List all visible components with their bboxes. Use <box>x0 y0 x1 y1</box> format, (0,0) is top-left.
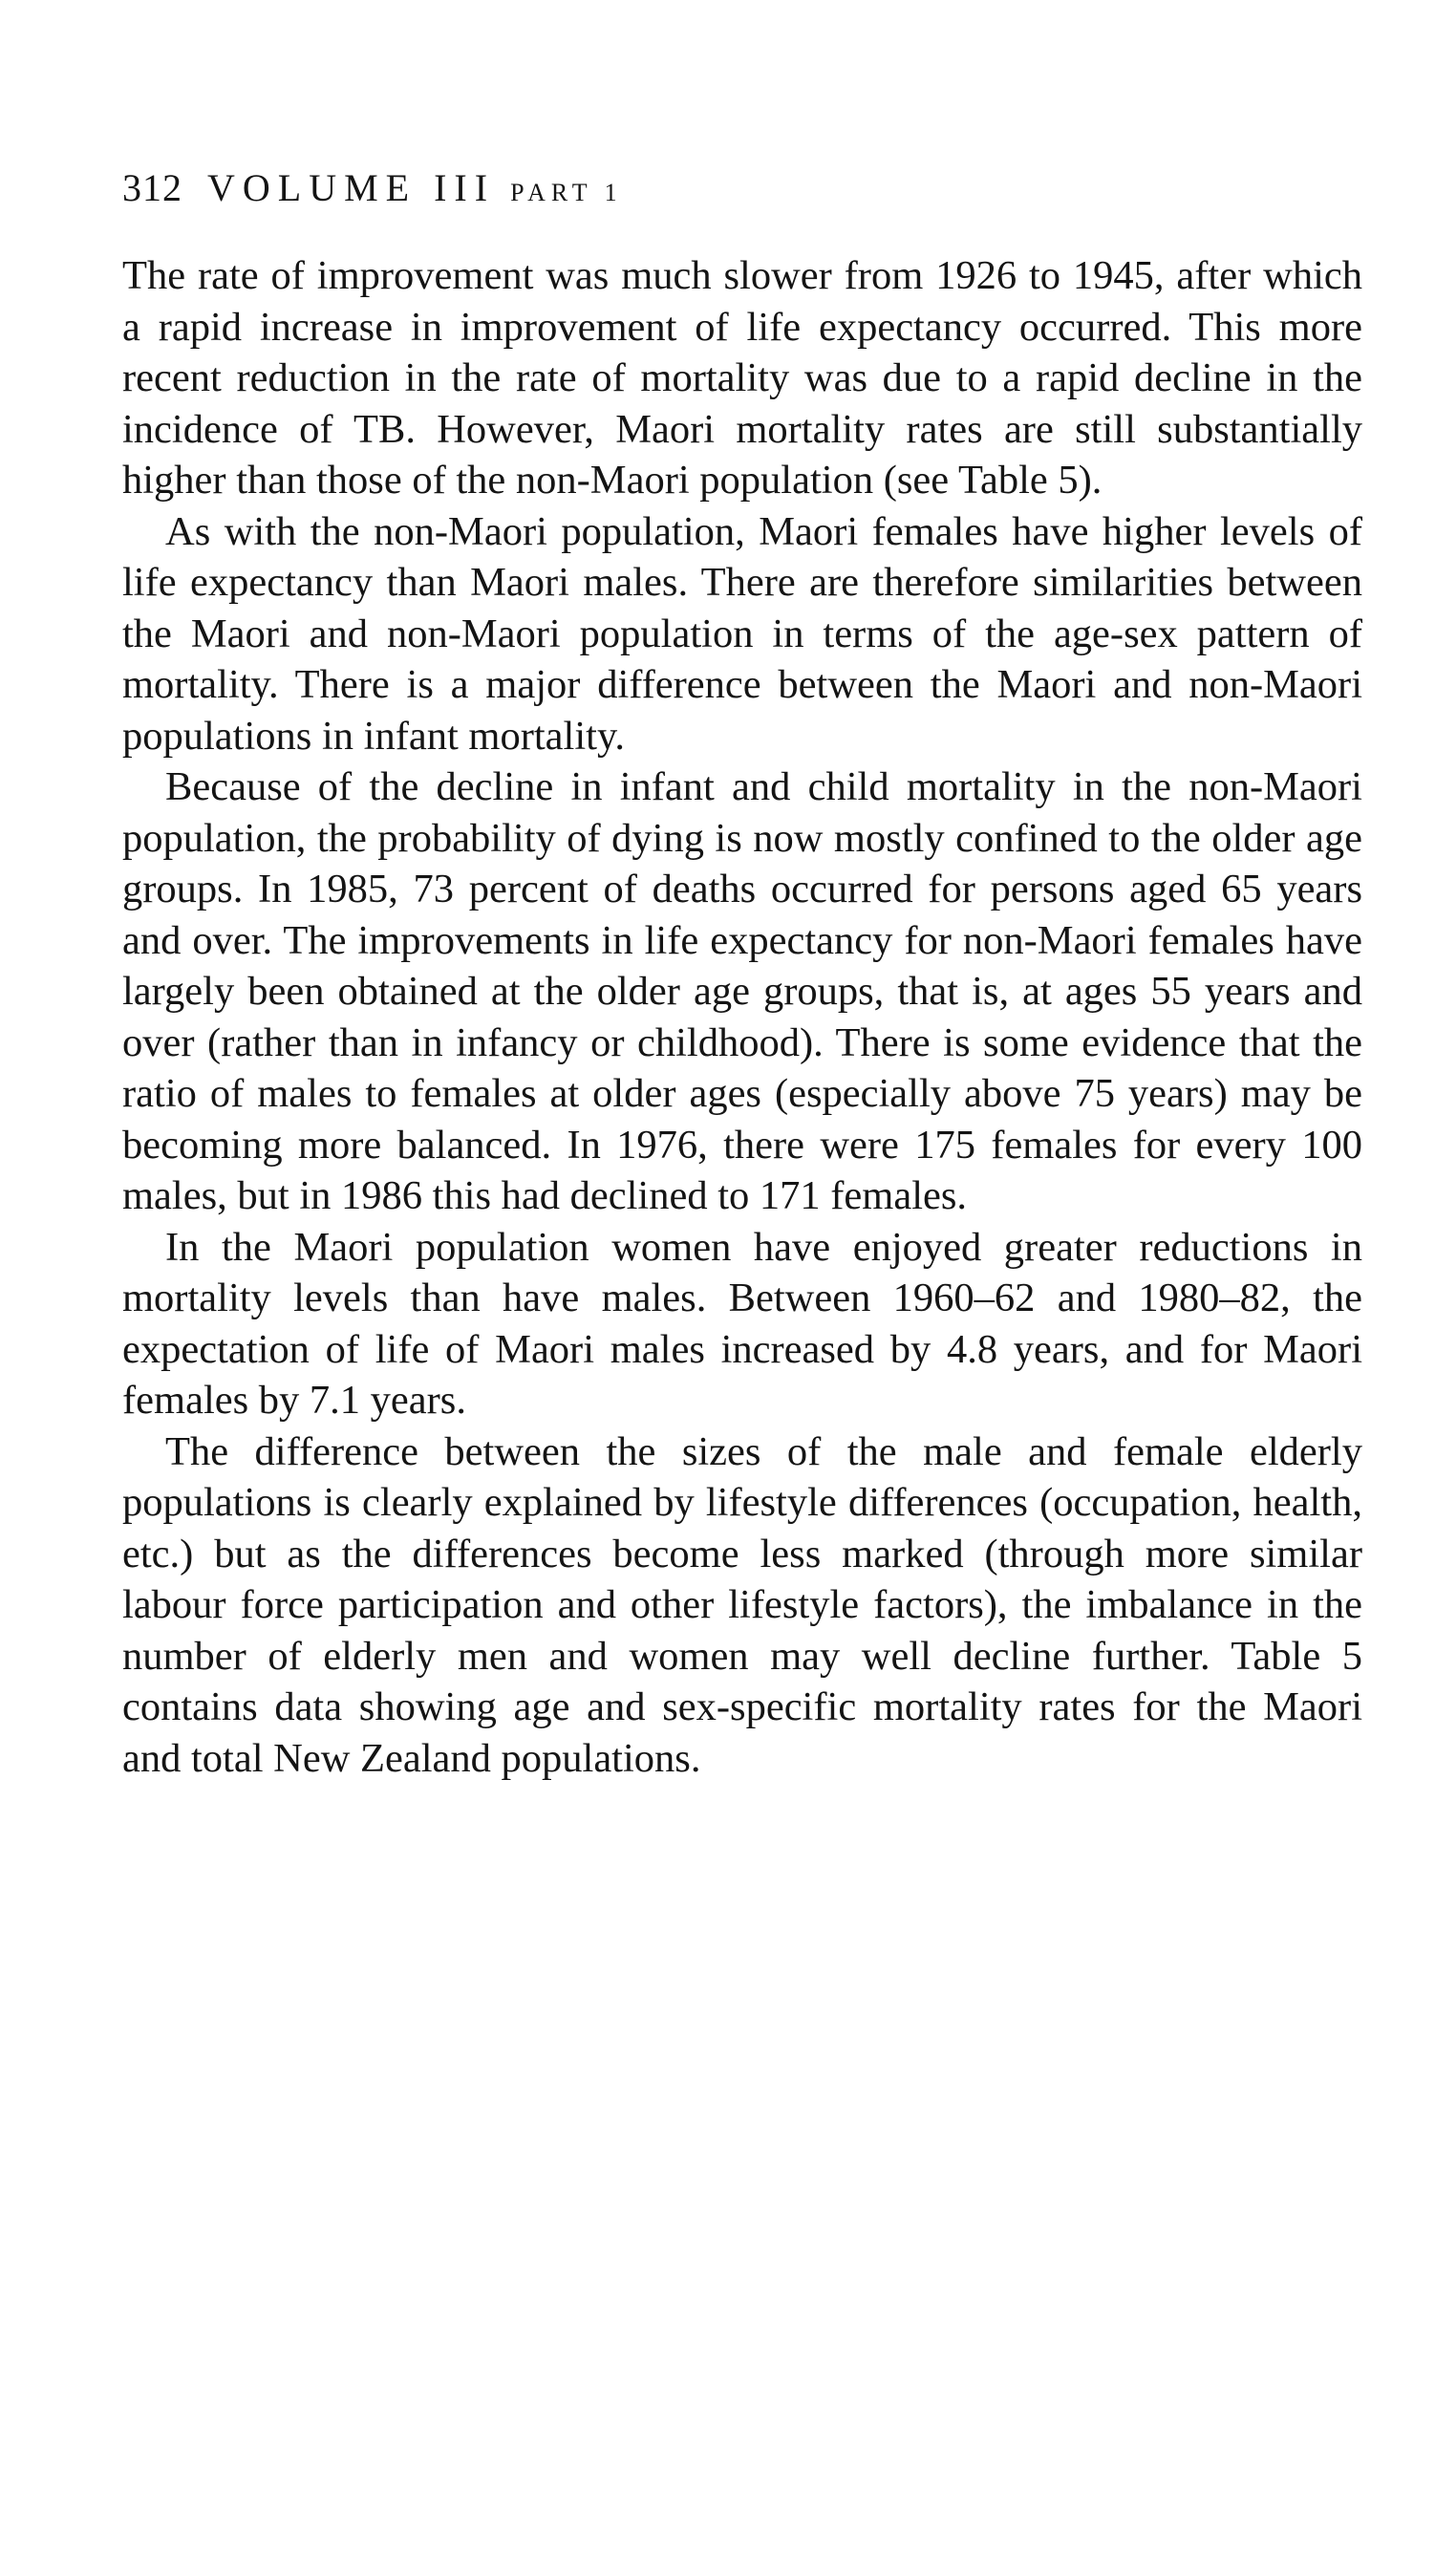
paragraph-1: The rate of improvement was much slower from 1926 to 1945, after which a rapid increase in improvement of life expectancy occurred. This more recent reduction in the rate of mortality was due to a rapid decline in the incidence of TB. However, Maori mortality rates are still substantially higher than those of the non-Maori population (see Table 5). <box>122 253 1362 503</box>
paragraph-3: Because of the decline in infant and child mortality in the non-Maori population, the probability of dying is now mostly confined to the older age groups. In 1985, 73 percent of deaths occurred for persons aged 65 years and over. The improvements in life expectancy for non-Maori females have largely been obtained at the older age groups, that is, at ages 55 years and over (rather than in infancy or childhood). There is some evidence that the ratio of males to females at older ages (especially above 75 years) may be becoming more balanced. In 1976, there were 175 females for every 100 males, but in 1986 this had declined to 171 females. <box>122 764 1362 1218</box>
running-head <box>122 164 623 212</box>
paragraph-4: In the Maori population women have enjoyed greater reductions in mortality levels than have males. Between 1960–62 and 1980–82, the expectation of life of Maori males increased by 4.8 years, and for Maori females by 7.1 years. <box>122 1224 1362 1423</box>
paragraph-2: As with the non-Maori population, Maori females have higher levels of life expectancy than Maori males. There are therefore similarities between the Maori and non-Maori population in terms of the age-sex pattern of mortality. There is a major difference between the Maori and non-Maori populations in infant mortality. <box>122 508 1362 759</box>
body-text <box>122 250 1362 1784</box>
volume-label: VOLUME III <box>207 166 496 209</box>
page-number: 312 <box>122 166 182 209</box>
part-label: PART 1 <box>510 179 623 206</box>
paragraph-5: The difference between the sizes of the male and female elderly populations is clearly explained by lifestyle differences (occupation, health, etc.) but as the differences become less marked (through more similar labour force participation and other lifestyle factors), the imbalance in the number of elderly men and women may well decline further. Table 5 contains data showing age and sex-specific mortality rates for the Maori and total New Zealand populations. <box>122 1428 1362 1781</box>
